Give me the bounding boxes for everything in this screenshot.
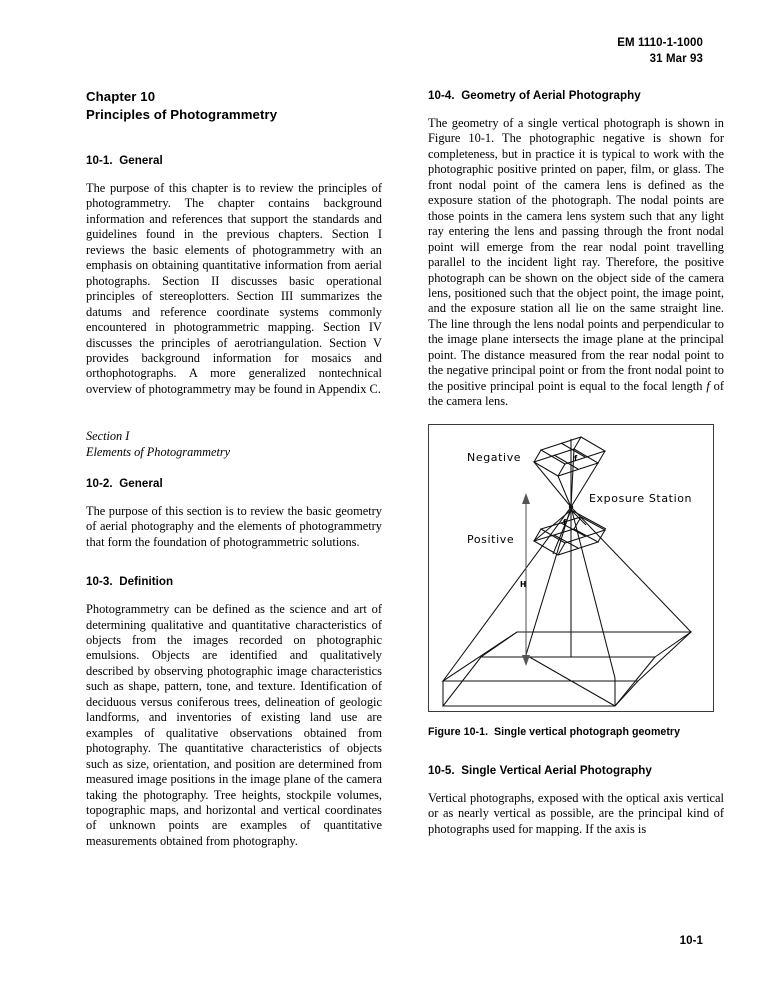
exposure-station-label: Exposure Station [589, 491, 693, 505]
ground-connector-4 [615, 681, 638, 706]
negative-cross-1 [561, 443, 585, 457]
ground-connector-2 [655, 632, 691, 657]
focal-length-symbol: f [706, 378, 710, 393]
section-body-10-1: The purpose of this chapter is to review the principles of photogrammetry. The chapter contains background information and references that support the standards and guidelines found in the previous chapters. Section I reviews the basic elements of photogrammetry with an emphasis on obtaining quantitative information from aerial photographs. Section II discusses basic operational principles of stereoplotters. Section III summarizes the datums and reference coordinate systems commonly encountered in photogrammetric mapping. Section IV discusses the principles of aerotriangulation. Section V provides background information for mosaics and orthophotographs. A more generalized nontechnical overview of photogrammetry may be found in Appendix C. [86, 181, 382, 396]
section-heading-10-4: 10-4. Geometry of Aerial Photography [428, 89, 641, 102]
section-body-10-4-part1: The geometry of a single vertical photograph is shown in Figure 10-1. The photographic negative is shown for completeness, but in practice it is typical to work with the photographic positive printed on paper, film, or glass. The front nodal point of the camera lens is defined as the exposure station of the photograph. The nodal points are those points in the camera lens system such that any light ray entering the lens and passing through the front nodal point will emerge from the rear nodal point travelling parallel to the incident light ray. Therefore, the positive photograph can be shown on the object side of the camera lens, positioned such that the object point, the image point, and the exposure station all lie on the same straight line. The line through the lens nodal points and perpendicular to the image plane intersects the image plane at the principal point. The distance measured from the rear nodal point to the negative principal point or from the front nodal point to the positive principal point is equal to the focal length [428, 116, 724, 393]
page-number: 10-1 [679, 935, 703, 947]
flying-height-arrow-head-down [522, 655, 530, 666]
focal-length-positive-label: f [563, 517, 567, 527]
negative-label: Negative [467, 450, 522, 464]
negative-ray-1 [534, 462, 571, 507]
section-body-10-5: Vertical photographs, exposed with the optical axis vertical or as nearly vertical as possible, are the principal kind of photographs used for mapping. If the axis is [428, 790, 724, 836]
chapter-number: Chapter 10 [86, 89, 156, 104]
ground-ray-front [571, 507, 615, 678]
figure-10-1 [428, 424, 714, 712]
left-column [86, 88, 382, 849]
right-column [428, 88, 724, 837]
flying-height-arrow-head-up [522, 493, 530, 504]
section-heading-10-3: 10-3. Definition [86, 575, 174, 589]
figure-10-1-caption: Figure 10-1. Single vertical photograph geometry [428, 725, 681, 738]
flying-height-label: H [520, 579, 527, 589]
spacer [86, 411, 382, 429]
figure-10-1-diagram [429, 425, 713, 711]
negative-ray-4 [558, 476, 571, 507]
section-body-10-3: Photogrammetry can be defined as the science and art of determining qualitative and quantitative characteristics of objects from the images recorded on photographic emulsions. Objects are identified and qualitatively described by observing photographic image characteristics such as shape, pattern, tone, and texture. Identification of deciduous versus coniferous trees, delineation of geologic landforms, and inventories of existing land use are examples of qualitative observations obtained from photography. The quantitative characteristics of objects such as size, orientation, and position are determined from measured image positions in the image plane of the camera taking the photography. Tree heights, stockpile volumes, topographic maps, and horizontal and vertical coordinates of unknown points are examples of quantitative measurements obtained from photography. [86, 602, 382, 848]
section-heading-10-2: 10-2. General [86, 476, 163, 490]
document-date: 31 Mar 93 [649, 52, 703, 65]
section-body-10-4-part2: of the camera lens. [428, 378, 725, 409]
section-body-10-4 [428, 116, 724, 410]
section-heading-10-1: 10-1. General [86, 154, 163, 167]
ground-connector-1 [481, 632, 517, 657]
ground-ray-right [571, 507, 691, 632]
spacer [86, 564, 382, 574]
section-divider-line1: Section I [86, 429, 130, 444]
chapter-title: Principles of Photogrammetry [86, 106, 278, 122]
section-divider [86, 429, 382, 459]
section-divider-line2: Elements of Photogrammetry [86, 444, 231, 459]
section-heading-10-5: 10-5. Single Vertical Aerial Photography [428, 763, 652, 777]
section-body-10-2: The purpose of this section is to review the basic geometry of aerial photography and the elements of photogrammetry that form the foundation of photogrammetric solutions. [86, 503, 382, 549]
document-number: EM 1110-1-1000 [617, 37, 703, 49]
chapter-title-block [86, 88, 382, 123]
focal-length-negative-label: f [574, 453, 578, 463]
document-header [617, 36, 703, 67]
positive-label: Positive [467, 532, 515, 546]
